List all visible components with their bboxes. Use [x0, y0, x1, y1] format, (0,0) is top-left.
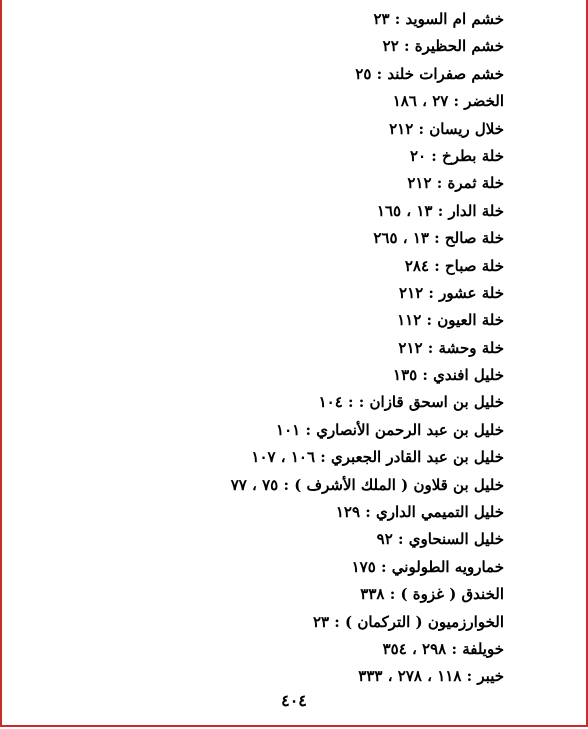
page-number: ٤٠٤	[281, 691, 307, 710]
index-entry: خليل التميمي الداري : ١٢٩	[335, 503, 504, 522]
index-entry: خلة صباح : ٢٨٤	[404, 256, 504, 275]
index-entry: خلال ريسان : ٢١٢	[389, 119, 504, 138]
index-entry: الخوارزميون ( التركمان ) : ٢٣	[312, 612, 504, 631]
index-entry: خشم الحظيرة : ٢٢	[382, 37, 504, 56]
index-entry: خلة وحشة : ٢١٢	[398, 338, 504, 357]
index-entry: خشم صفرات خلند : ٢٥	[355, 64, 504, 83]
index-entry: الخندق ( غزوة ) : ٣٣٨	[360, 585, 504, 604]
index-entry: خويلفة : ٢٩٨ ، ٣٥٤	[382, 639, 504, 658]
index-entry: خلة العيون : ١١٢	[397, 311, 504, 330]
index-entry: خيبر : ١١٨ ، ٢٧٨ ، ٣٣٣	[358, 667, 504, 686]
index-entry: خشم ام السويد : ٢٣	[373, 10, 504, 28]
index-entry: خليل السنحاوي : ٩٢	[376, 530, 504, 549]
index-entry: خليل بن عبد الرحمن الأنصاري : ١٠١	[276, 420, 504, 439]
index-entry: خلة بطرخ : ٢٠	[409, 146, 504, 165]
index-entry: خلة الدار : ١٣ ، ١٦٥	[376, 201, 504, 220]
index-entry: خمارويه الطولوني : ١٧٥	[351, 557, 504, 576]
index-entry: خلة ثمرة : ٢١٢	[407, 174, 504, 193]
index-entry: خليل بن عبد القادر الجعبري : ١٠٦ ، ١٠٧	[251, 448, 504, 467]
index-entry: الخضر : ٢٧ ، ١٨٦	[392, 92, 504, 111]
index-entry: خلة عشور : ٢١٢	[399, 283, 504, 302]
index-entry: خليل بن اسحق قازان : : ١٠٤	[318, 393, 504, 412]
index-entry: خليل بن قلاون ( الملك الأشرف ) : ٧٥ ، ٧٧	[230, 475, 504, 494]
index-entry: خلة صالح : ١٣ ، ٢٦٥	[373, 229, 504, 248]
index-entry: خليل افندي : ١٣٥	[393, 366, 504, 385]
index-list	[24, 6, 504, 691]
